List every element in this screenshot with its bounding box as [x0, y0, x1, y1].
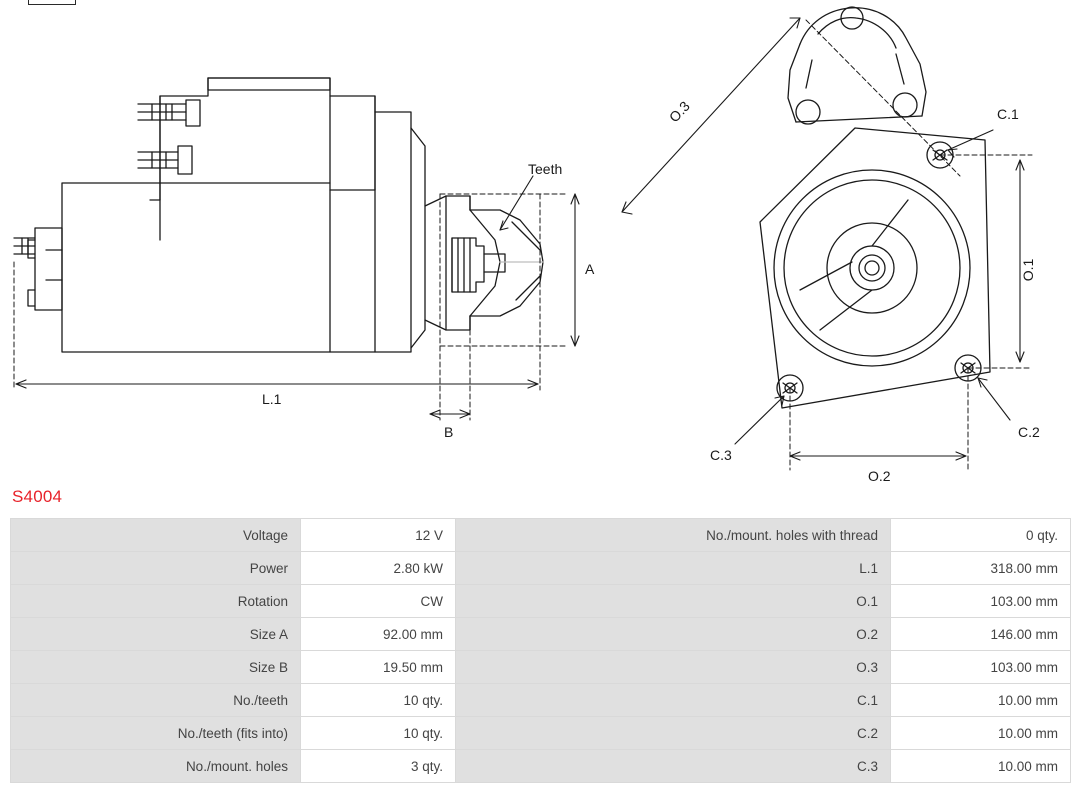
table-row — [11, 684, 1071, 717]
spec-value: 2.80 kW — [301, 552, 456, 585]
label-o3: O.3 — [665, 97, 693, 126]
spec-label: Size A — [11, 618, 301, 651]
label-l1: L.1 — [262, 391, 282, 407]
spec-value: 10.00 mm — [891, 717, 1071, 750]
spec-label: C.3 — [456, 750, 891, 783]
spec-value: 10 qty. — [301, 684, 456, 717]
spec-label: Rotation — [11, 585, 301, 618]
spec-label: L.1 — [456, 552, 891, 585]
spec-label: O.3 — [456, 651, 891, 684]
label-c1: C.1 — [997, 106, 1019, 122]
spec-value: CW — [301, 585, 456, 618]
table-row — [11, 519, 1071, 552]
spec-value: 146.00 mm — [891, 618, 1071, 651]
spec-value: 318.00 mm — [891, 552, 1071, 585]
label-b: B — [444, 424, 454, 440]
spec-value: 10.00 mm — [891, 750, 1071, 783]
label-c2: C.2 — [1018, 424, 1040, 440]
part-number: S4004 — [12, 487, 63, 506]
spec-value: 92.00 mm — [301, 618, 456, 651]
label-teeth: Teeth — [528, 161, 563, 177]
spec-value: 3 qty. — [301, 750, 456, 783]
spec-label: C.2 — [456, 717, 891, 750]
spec-value: 103.00 mm — [891, 651, 1071, 684]
label-o2: O.2 — [868, 468, 891, 484]
table-row — [11, 585, 1071, 618]
label-c3: C.3 — [710, 447, 732, 463]
spec-label: No./teeth (fits into) — [11, 717, 301, 750]
table-row — [11, 717, 1071, 750]
spec-value: 19.50 mm — [301, 651, 456, 684]
spec-value: 12 V — [301, 519, 456, 552]
spec-label: O.2 — [456, 618, 891, 651]
spec-value: 103.00 mm — [891, 585, 1071, 618]
specification-table-body — [11, 519, 1071, 783]
spec-label: O.1 — [456, 585, 891, 618]
spec-value: 0 qty. — [891, 519, 1071, 552]
specification-table — [10, 518, 1071, 783]
spec-label: Voltage — [11, 519, 301, 552]
spec-label: No./mount. holes — [11, 750, 301, 783]
spec-label: No./mount. holes with thread — [456, 519, 891, 552]
table-row — [11, 618, 1071, 651]
spec-value: 10.00 mm — [891, 684, 1071, 717]
spec-label: No./teeth — [11, 684, 301, 717]
label-o1: O.1 — [1020, 258, 1036, 282]
spec-label: Power — [11, 552, 301, 585]
spec-label: Size B — [11, 651, 301, 684]
table-row — [11, 651, 1071, 684]
spec-label: C.1 — [456, 684, 891, 717]
spec-value: 10 qty. — [301, 717, 456, 750]
table-row — [11, 750, 1071, 783]
table-row — [11, 552, 1071, 585]
specification-table-wrapper — [10, 518, 1070, 783]
label-a: A — [585, 261, 595, 277]
